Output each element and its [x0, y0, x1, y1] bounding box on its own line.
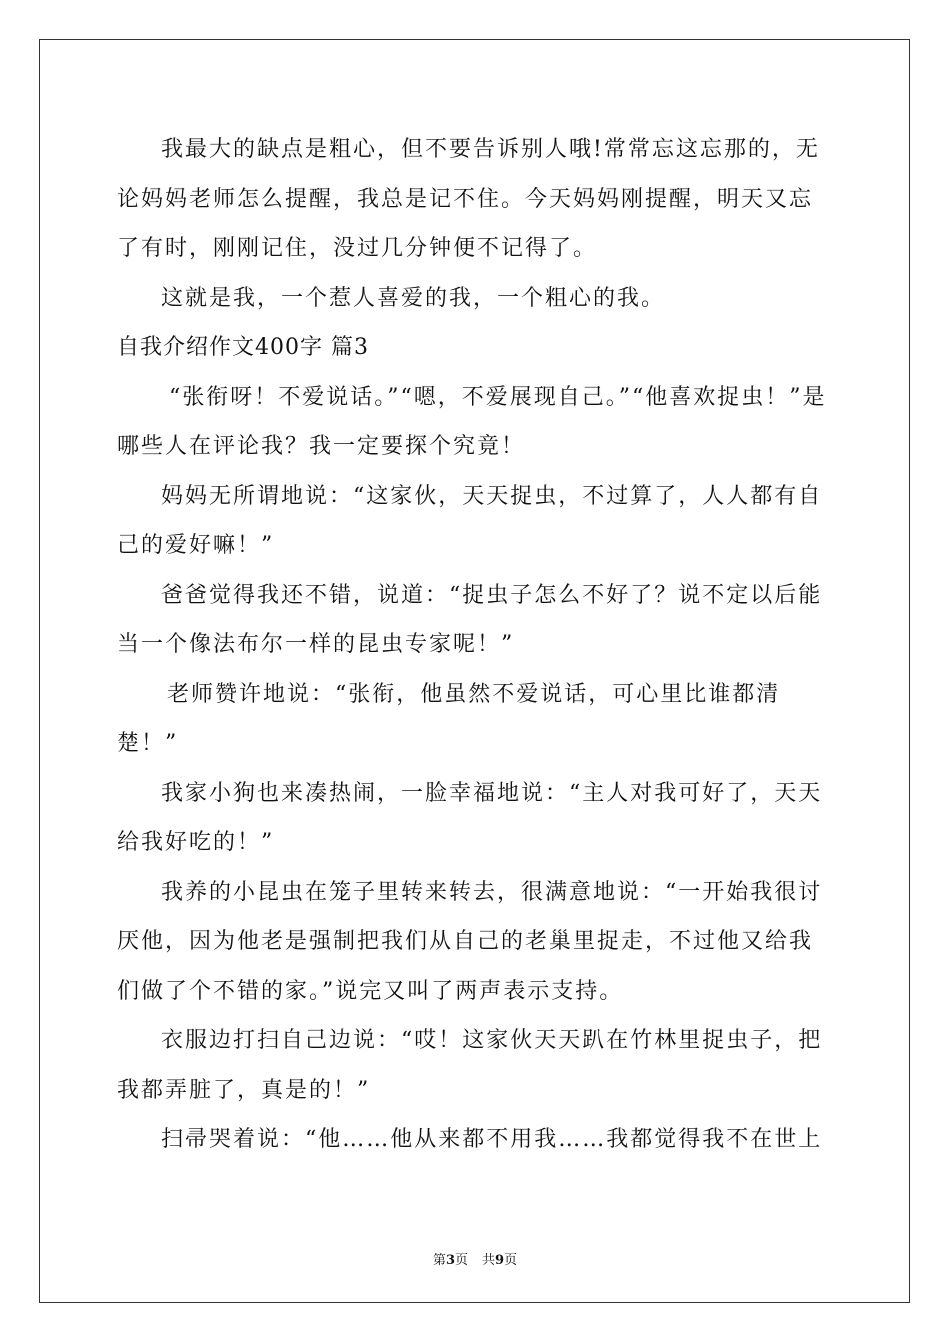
paragraph: 衣服边打扫自己边说：“哎！这家伙天天趴在竹林里捉虫子，把我都弄脏了，真是的！” — [117, 1028, 823, 1103]
section-title: 自我介绍作文400字 篇3 — [117, 335, 369, 360]
paragraph: 我最大的缺点是粗心，但不要告诉别人哦!常常忘这忘那的，无论妈妈老师怎么提醒，我总是记不住。今天妈妈刚提醒，明天又忘了有时，刚刚记住，没过几分钟便不记得了。 — [117, 137, 820, 261]
total-suffix: 页 — [504, 1253, 518, 1268]
paragraph: 妈妈无所谓地说：“这家伙，天天捉虫，不过算了，人人都有自己的爱好嘛！” — [117, 483, 823, 558]
total-pages: 9 — [495, 1253, 505, 1268]
paragraph: 我养的小昆虫在笼子里转来转去，很满意地说：“一开始我很讨厌他，因为他老是强制把我们从自己的老巢里捉走，不过他又给我们做了个不错的家。”说完又叫了两声表示支持。 — [117, 879, 823, 1004]
paragraph: 老师赞许地说：“张衔，他虽然不爱说话，可心里比谁都清楚！” — [117, 681, 781, 756]
document-body — [117, 125, 833, 1165]
page-number: 3 — [445, 1253, 455, 1268]
paragraph: 这就是我，一个惹人喜爱的我，一个粗心的我。 — [161, 285, 666, 311]
paragraph: 爸爸觉得我还不错，说道：“捉虫子怎么不好了？说不定以后能当一个像法布尔一样的昆虫专家呢！” — [117, 582, 823, 657]
paragraph: “张衔呀！不爱说话。”“嗯，不爱展现自己。”“他喜欢捉虫！”是哪些人在评论我？我一定要探个究竟！ — [117, 384, 827, 459]
paragraph: 扫帚哭着说：“他……他从来都不用我……我都觉得我不在世上 — [161, 1127, 823, 1152]
page-prefix: 第 — [432, 1253, 446, 1268]
paragraph: 我家小狗也来凑热闹，一脸幸福地说：“主人对我可好了，天天给我好吃的！” — [117, 780, 823, 855]
page-footer — [0, 1249, 950, 1268]
total-prefix: 共 — [482, 1253, 496, 1268]
page-suffix: 页 — [454, 1253, 468, 1268]
